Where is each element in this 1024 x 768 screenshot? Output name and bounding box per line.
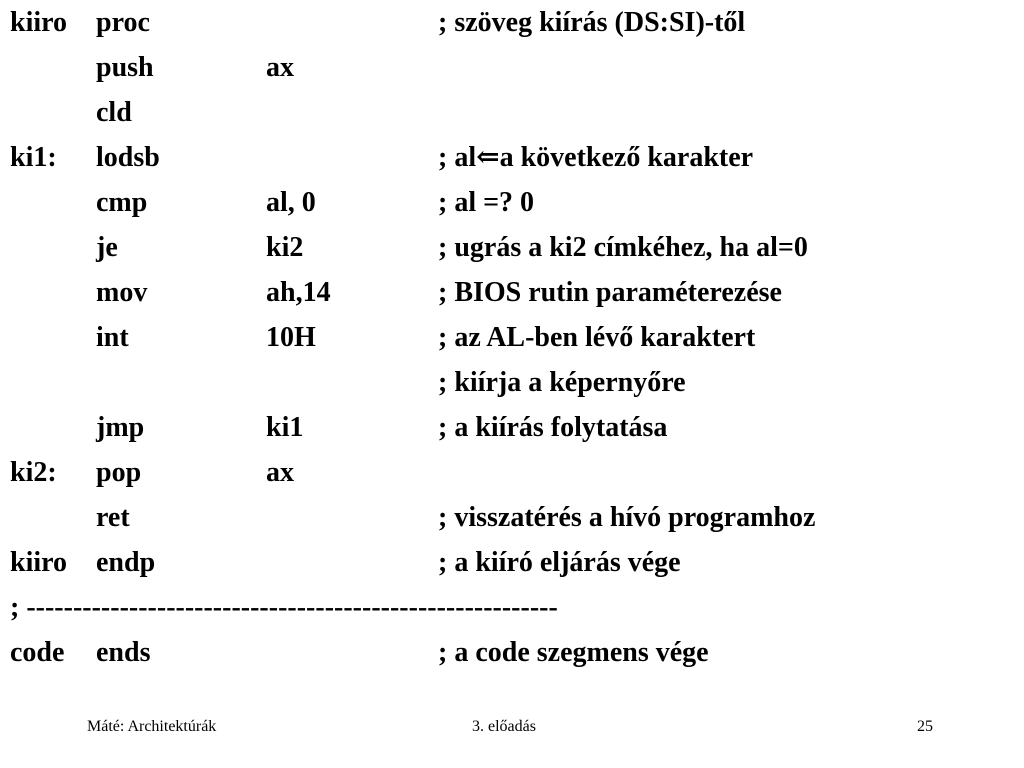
code-comment: ; visszatérés a hívó programhoz [438, 502, 816, 533]
code-mnemonic: cmp [96, 187, 148, 218]
code-comment: ; ugrás a ki2 címkéhez, ha al=0 [438, 232, 808, 263]
code-line [10, 315, 1010, 360]
code-line [10, 270, 1010, 315]
code-comment: ; a code szegmens vége [438, 637, 709, 668]
code-mnemonic: ret [96, 502, 130, 533]
code-operand: 10H [266, 322, 316, 353]
code-operand: al, 0 [266, 187, 316, 218]
code-mnemonic: je [96, 232, 118, 263]
code-label: ki1: [10, 142, 57, 173]
code-line [10, 450, 1010, 495]
code-comment: ; al⇐a következő karakter [438, 142, 754, 173]
code-line [10, 90, 1010, 135]
code-line [10, 225, 1010, 270]
code-comment: ; szöveg kiírás (DS:SI)-től [438, 7, 746, 38]
footer-page-number: 25 [917, 718, 933, 735]
footer-author: Máté: Architektúrák [87, 718, 217, 735]
code-line [10, 0, 1010, 45]
code-comment: ; a kiírás folytatása [438, 412, 668, 443]
code-operand: ax [266, 457, 294, 488]
code-label: code [10, 637, 65, 668]
code-label: kiiro [10, 547, 68, 578]
footer-lecture: 3. előadás [472, 718, 536, 735]
code-mnemonic: pop [96, 457, 142, 488]
code-mnemonic: proc [96, 7, 150, 38]
code-line [10, 495, 1010, 540]
code-comment: ; BIOS rutin paraméterezése [438, 277, 782, 308]
code-line [10, 45, 1010, 90]
code-operand: ki2 [266, 232, 304, 263]
code-mnemonic: int [96, 322, 129, 353]
code-listing [10, 0, 1010, 675]
code-label: ki2: [10, 457, 57, 488]
code-line [10, 405, 1010, 450]
code-operand: ax [266, 52, 294, 83]
code-operand: ah,14 [266, 277, 331, 308]
slide-footer [0, 715, 1024, 739]
code-comment: ; az AL-ben lévő karaktert [438, 322, 756, 353]
code-line [10, 630, 1010, 675]
separator-comment: ; --------------------------------------------------------- [10, 592, 558, 623]
code-line [10, 360, 1010, 405]
code-line [10, 135, 1010, 180]
code-label: kiiro [10, 7, 68, 38]
code-mnemonic: push [96, 52, 154, 83]
code-operand: ki1 [266, 412, 304, 443]
code-mnemonic: mov [96, 277, 148, 308]
code-mnemonic: lodsb [96, 142, 160, 173]
code-mnemonic: jmp [96, 412, 145, 443]
code-mnemonic: endp [96, 547, 156, 578]
code-line [10, 540, 1010, 585]
code-comment: ; al =? 0 [438, 187, 535, 218]
code-comment: ; kiírja a képernyőre [438, 367, 686, 398]
code-line [10, 180, 1010, 225]
code-mnemonic: cld [96, 97, 132, 128]
code-comment: ; a kiíró eljárás vége [438, 547, 681, 578]
code-mnemonic: ends [96, 637, 151, 668]
separator-line [10, 585, 1010, 630]
